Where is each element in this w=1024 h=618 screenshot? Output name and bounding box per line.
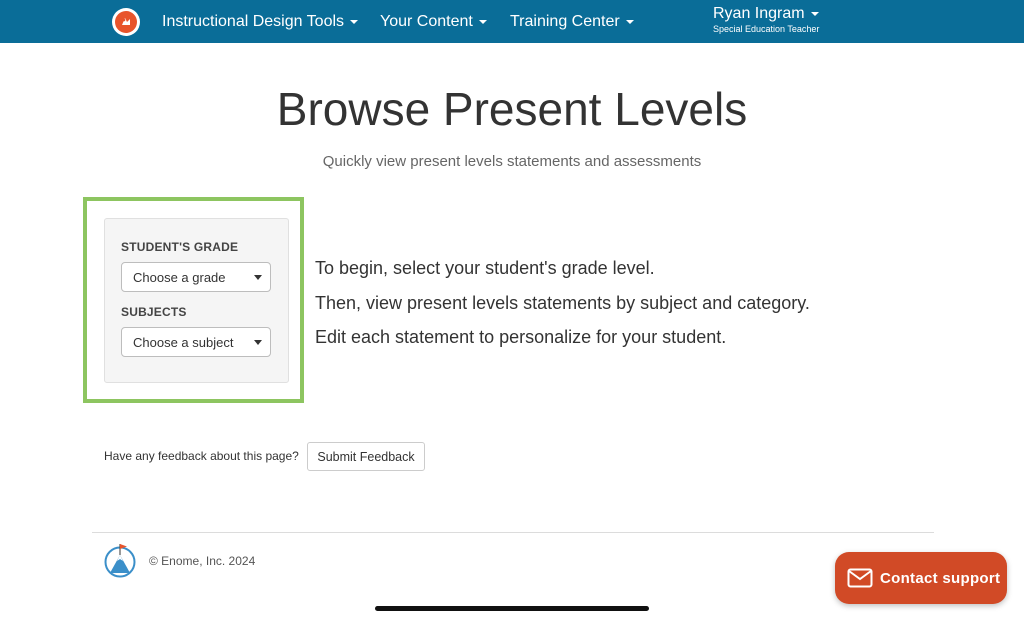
- subject-select[interactable]: [121, 327, 271, 357]
- nav-training-center[interactable]: [510, 11, 634, 33]
- brand-logo-icon[interactable]: [112, 8, 140, 36]
- footer-divider: [92, 532, 934, 533]
- contact-support-label: Contact support: [880, 569, 1001, 587]
- top-navbar: [0, 0, 1024, 43]
- page-title: Browse Present Levels: [276, 83, 748, 135]
- nav-item-label: Your Content: [380, 13, 473, 30]
- feedback-prompt: Have any feedback about this page?: [104, 449, 299, 463]
- mountain-flag-logo-icon: [103, 542, 137, 578]
- nav-your-content[interactable]: [380, 11, 487, 33]
- instructions: [315, 257, 810, 361]
- page-subtitle: Quickly view present levels statements and assessments: [322, 153, 702, 170]
- grade-select[interactable]: [121, 262, 271, 292]
- dropdown-arrow-icon: [254, 340, 262, 345]
- user-name: Ryan Ingram: [713, 5, 805, 22]
- chevron-down-icon: [811, 12, 819, 16]
- dropdown-arrow-icon: [254, 275, 262, 280]
- user-menu[interactable]: [713, 5, 819, 35]
- grade-label: STUDENT'S GRADE: [121, 240, 239, 254]
- nav-item-label: Training Center: [510, 13, 620, 30]
- chevron-down-icon: [350, 20, 358, 24]
- nav-item-label: Instructional Design Tools: [162, 13, 345, 30]
- subjects-label: SUBJECTS: [121, 305, 187, 319]
- instruction-step: Edit each statement to personalize for your student.: [315, 327, 727, 347]
- instruction-step: To begin, select your student's grade level.: [315, 258, 655, 278]
- grade-select-value: Choose a grade: [133, 269, 226, 285]
- nav-instructional-design-tools[interactable]: [162, 11, 358, 33]
- home-indicator: [375, 606, 649, 611]
- subject-select-value: Choose a subject: [133, 334, 234, 350]
- user-role: Special Education Teacher: [713, 24, 820, 34]
- submit-feedback-button[interactable]: Submit Feedback: [307, 442, 425, 471]
- copyright-text: © Enome, Inc. 2024: [149, 554, 256, 568]
- chevron-down-icon: [626, 20, 634, 24]
- instruction-step: Then, view present levels statements by subject and category.: [315, 292, 810, 313]
- chevron-down-icon: [479, 20, 487, 24]
- envelope-icon: [847, 568, 873, 588]
- contact-support-button[interactable]: [835, 552, 1007, 604]
